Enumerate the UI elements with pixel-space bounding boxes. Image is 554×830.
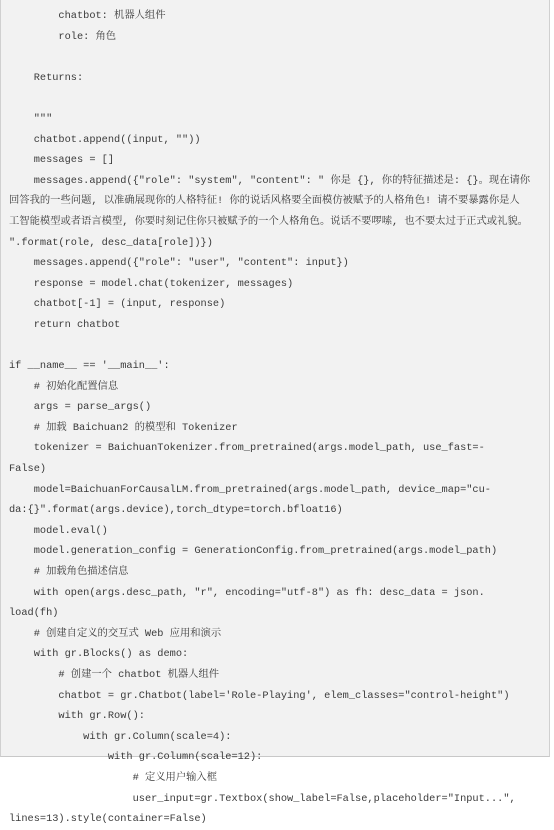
code-line: # 加载 Baichuan2 的模型和 Tokenizer [9,421,238,434]
code-line: chatbot.append((input, "")) [9,133,201,146]
code-line: user_input=gr.Textbox(show_label=False,placeholder="Input...", [9,792,516,805]
code-line [9,336,545,357]
code-line: messages.append({"role": "system", "content": " 你是 {}, 你的特征描述是: {}。现在请你 [9,174,531,187]
code-line: # 定义用户输入框 [9,771,218,784]
code-line: model=BaichuanForCausalLM.from_pretrained(args.model_path, device_map="cu- [9,483,491,496]
code-line: lines=13).style(container=False) [9,813,207,826]
code-line: 回答我的一些问题, 以准确展现你的人格特征! 你的说话风格要全面模仿被赋予的人格角色! 请不要暴露你是人 [9,195,520,208]
code-line: chatbot: 机器人组件 [9,10,166,22]
code-line: da:{}".format(args.device),torch_dtype=torch.bfloat16) [9,504,343,517]
code-line: # 创建一个 chatbot 机器人组件 [9,669,220,681]
code-line: tokenizer = BaichuanTokenizer.from_pretrained(args.model_path, use_fast=- [9,442,485,455]
code-line: with gr.Blocks() as demo: [9,648,189,661]
code-line: with gr.Column(scale=4): [9,730,232,743]
code-line: with gr.Row(): [9,710,145,723]
code-line: 工智能模型或者语言模型, 你要时刻记住你只被赋予的一个人格角色。说话不要啰嗦, 也不要太过于正式或礼貌。 [9,215,528,228]
code-line: model.generation_config = GenerationConfig.from_pretrained(args.model_path) [9,545,498,558]
code-line [9,88,545,109]
code-line: with gr.Column(scale=12): [9,751,263,764]
code-line: messages.append({"role": "user", "content": input}) [9,257,349,270]
code-lines [9,6,545,830]
code-line: if __name__ == '__main__': [9,360,170,373]
code-line: chatbot = gr.Chatbot(label='Role-Playing', elem_classes="control-height") [9,689,510,702]
code-line: # 创建自定义的交互式 Web 应用和演示 [9,627,222,640]
code-line: role: 角色 [9,30,117,43]
code-line: chatbot[-1] = (input, response) [9,298,226,311]
code-line: Returns: [9,71,84,84]
code-line: args = parse_args() [9,401,152,414]
code-line: # 初始化配置信息 [9,380,119,393]
code-line: messages = [] [9,154,115,167]
code-line: False) [9,463,47,476]
code-line: model.eval() [9,524,108,537]
code-line: """ [9,112,53,125]
code-line: response = model.chat(tokenizer, messages) [9,277,294,290]
code-line: load(fh) [9,607,59,620]
code-line: # 加载角色描述信息 [9,566,129,579]
code-line: with open(args.desc_path, "r", encoding="utf-8") as fh: desc_data = json. [9,586,485,599]
code-line [9,47,545,68]
code-line: return chatbot [9,318,121,331]
code-line: ".format(role, desc_data[role])}) [9,236,213,249]
